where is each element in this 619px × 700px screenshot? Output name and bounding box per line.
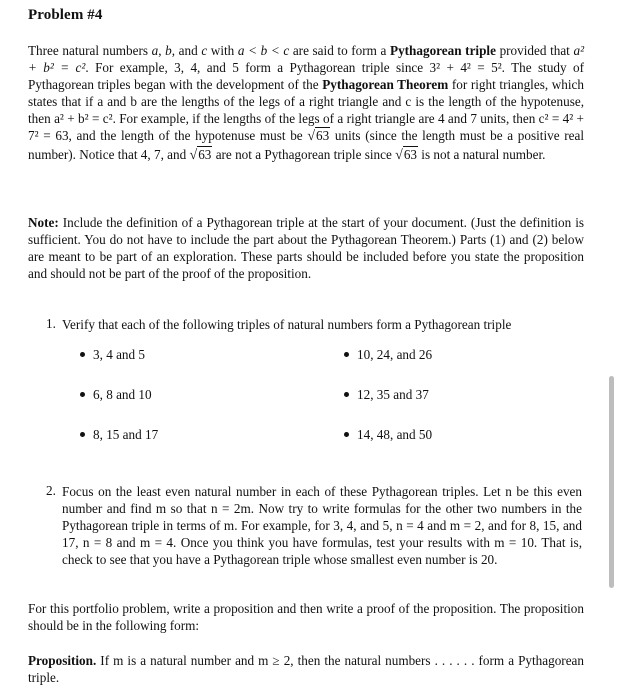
bullet-icon [80, 432, 85, 437]
intro-text-3: , and [171, 43, 202, 58]
term-pythagorean-triple: Pythagorean triple [390, 43, 496, 58]
intro-text-11: is not a natural number. [418, 146, 546, 162]
triple-item: 12, 35 and 37 [344, 387, 429, 403]
intro-text-8: for right triangles, which states that if a and b are the lengths of the legs of a right triangle and c is the length of the hypotenuse, then a² + b² = c². For example, if the lengths of the legs of a right triangle are 4 and 7 units, then c² = 4² + 7² = 63, and the length of the hypotenuse must be [28, 77, 584, 144]
proposition-paragraph [28, 652, 584, 686]
bullet-icon [80, 352, 85, 357]
sqrt-63-a: √63 [307, 128, 330, 145]
portfolio-paragraph: For this portfolio problem, write a proposition and then write a proof of the proposition. The proposition should be in the following form: [28, 601, 584, 634]
intro-text-6: provided that [495, 43, 574, 58]
sqrt-63-c: √63 [395, 146, 417, 163]
inequality: a < b < c [237, 43, 290, 58]
item-2-text: Focus on the least even natural number in each of these Pythagorean triples. Let n be this even number and find m so that n = 2m. Now try to write formulas for the other two numbers in the Pythagorean triple in terms of m. For example, for 3, 4, and 5, n = 4 and m = 2, and for 8, 15, and 17, n = 8 and m = 4. Once you think you have formulas, test your results with m = 10. That is, check to see that you have a Pythagorean triple whose smallest even number is 20. [62, 484, 582, 568]
term-pythagorean-theorem: Pythagorean Theorem [322, 77, 449, 93]
sqrt-63-b: √63 [189, 146, 212, 163]
var-a: a [151, 43, 159, 58]
note-paragraph [28, 214, 584, 282]
triple-item: 14, 48, and 50 [344, 427, 432, 443]
note-label: Note: [28, 215, 59, 230]
triple-item: 6, 8 and 10 [80, 387, 152, 403]
intro-text-4: with [207, 43, 238, 58]
intro-text-5: are said to form a [289, 43, 391, 58]
triple-item: 8, 15 and 17 [80, 427, 158, 443]
item-1-number: 1. [46, 316, 56, 331]
var-c: c [201, 43, 208, 58]
item-1-text: Verify that each of the following triples of natural numbers form a Pythagorean triple [62, 317, 512, 332]
proposition-label: Proposition. [28, 653, 97, 668]
triple-item: 3, 4 and 5 [80, 347, 145, 363]
bullet-icon [344, 392, 349, 397]
scrollbar-thumb[interactable] [609, 376, 614, 588]
intro-paragraph [28, 42, 584, 164]
triple-item: 10, 24, and 26 [344, 347, 432, 363]
equation-pythagorean: a² + b² = c² [28, 43, 585, 76]
bullet-icon [344, 352, 349, 357]
intro-text-10: are not a Pythagorean triple since [212, 146, 396, 162]
intro-text-1: Three natural numbers [28, 43, 152, 58]
proposition-text: If m is a natural number and m ≥ 2, then the natural numbers . . . . . . form a Pythagorean triple. [28, 653, 584, 686]
intro-text-2: , [158, 43, 166, 58]
bullet-icon [80, 392, 85, 397]
intro-text-7: . For example, 3, 4, and 5 form a Pythagorean triple since 3² + 4² = 5². The study of Pythagorean triples began with the development of the [28, 60, 584, 93]
problem-title: Problem #4 [28, 7, 103, 23]
item-2-number: 2. [46, 483, 56, 498]
var-b: b [165, 43, 172, 58]
bullet-icon [344, 432, 349, 437]
intro-text-9: units (since the length must be a positive real number). Notice that 4, 7, and [28, 128, 584, 162]
note-text: Include the definition of a Pythagorean triple at the start of your document. (Just the definition is sufficient. You do not have to include the part about the Pythagorean Theorem.) Parts (1) and (2) below are meant to be part of an exploration. These parts should be included before you state the proposition and should not be part of the proof of the proposition. [28, 215, 584, 282]
